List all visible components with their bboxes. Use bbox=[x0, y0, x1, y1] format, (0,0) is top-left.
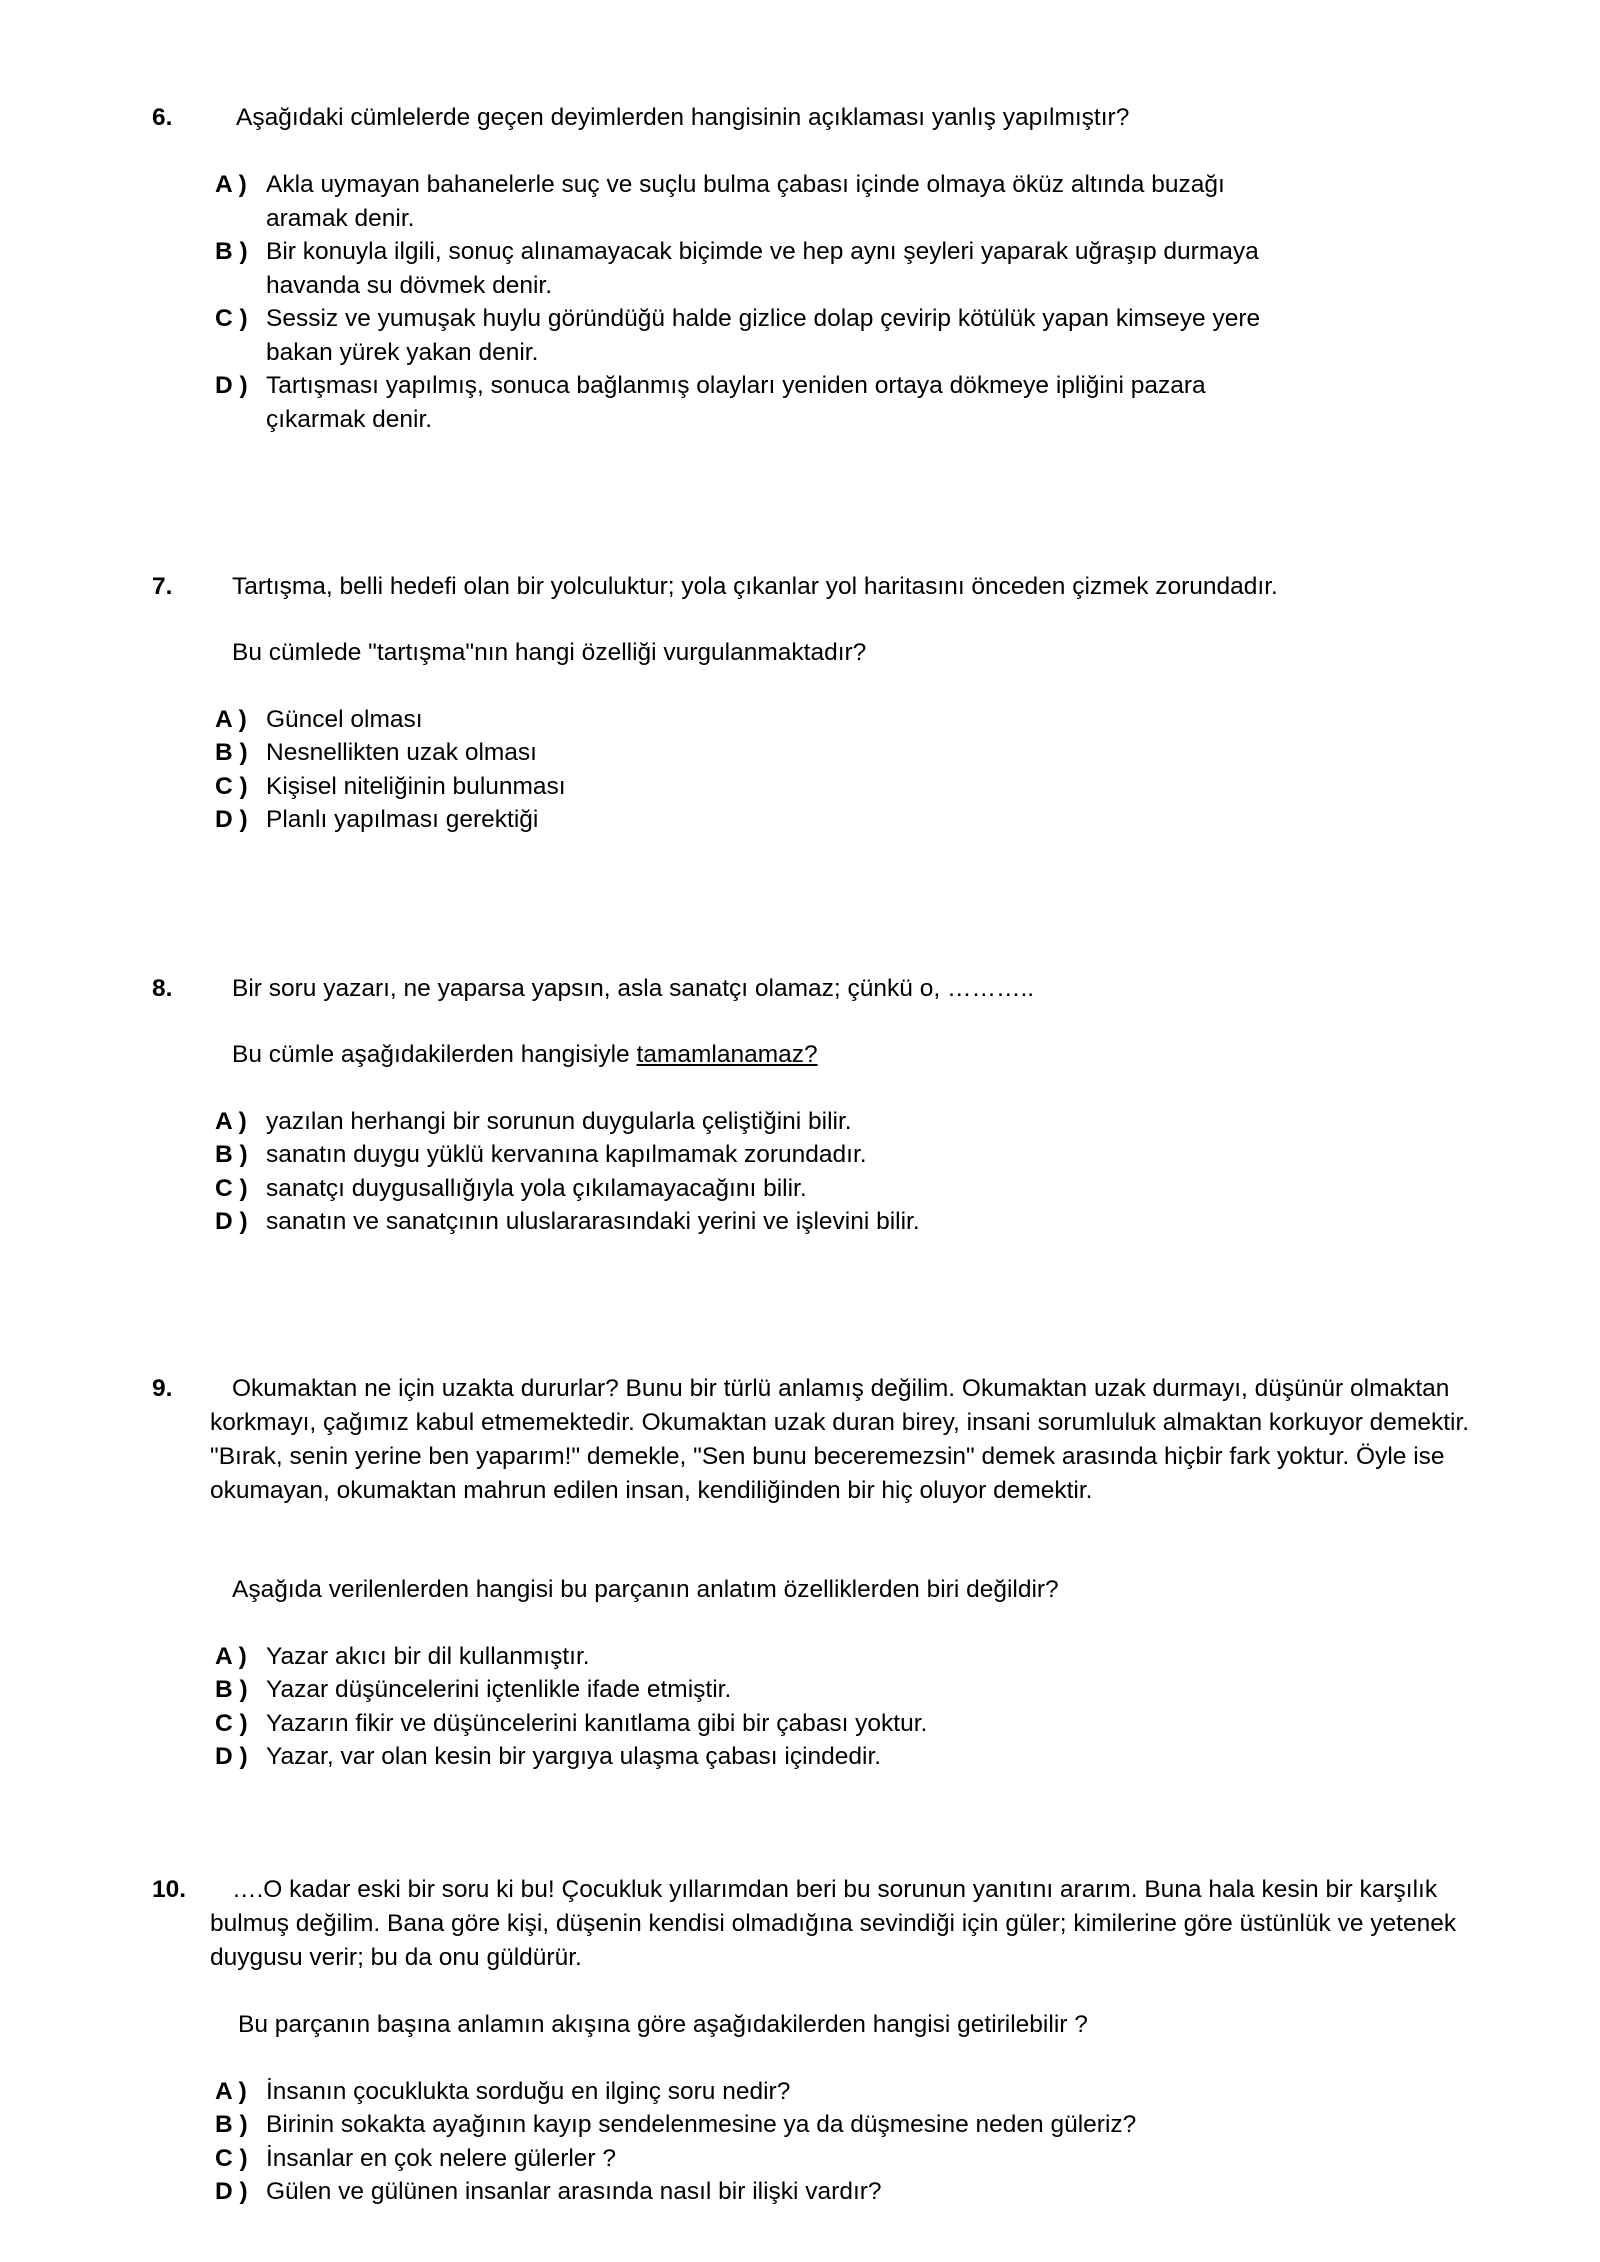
option-letter: D ) bbox=[215, 2178, 248, 2205]
option-letter: B ) bbox=[215, 238, 248, 265]
question-text: Tartışma, belli hedefi olan bir yolculuktur; yola çıkanlar yol haritasını önceden çizmek zorundadır. bbox=[232, 573, 1278, 600]
option-letter: A ) bbox=[215, 171, 247, 198]
question-passage: Okumaktan ne için uzakta dururlar? Bunu bir türlü anlamış değilim. Okumaktan uzak durmayı, düşünür olmaktan korkmayı, çağımız kabul etmemektedir. Okumaktan uzak duran birey, insani sorumluluk almaktan korkuyor demektir. "Bırak, senin yerine ben yaparım!" demekle, "Sen bunu beceremezsin" demek arasında hiçbir fark yoktur. Öyle ise okumayan, okumaktan mahrun edilen insan, kendiliğinden bir hiç oluyor demektir. bbox=[210, 1375, 1470, 1504]
option-text: Sessiz ve yumuşak huylu göründüğü halde gizlice dolap çevirip kötülük yapan kimseye yere bakan yürek yakan denir. bbox=[266, 305, 1261, 366]
question-number: 7. bbox=[152, 573, 173, 600]
option-text: Birinin sokakta ayağının kayıp sendelenmesine ya da düşmesine neden güleriz? bbox=[266, 2111, 1137, 2138]
option-letter: A ) bbox=[215, 2078, 247, 2105]
option-letter: B ) bbox=[215, 739, 248, 766]
option-letter: D ) bbox=[215, 806, 248, 833]
option-text: Gülen ve gülünen insanlar arasında nasıl bir ilişki vardır? bbox=[266, 2178, 882, 2205]
question-prompt bbox=[232, 1038, 1482, 1072]
prompt-text: Bu cümle aşağıdakilerden hangisiyle bbox=[232, 1041, 637, 1068]
question-prompt: Aşağıda verilenlerden hangisi bu parçanın anlatım özelliklerden biri değildir? bbox=[232, 1576, 1059, 1603]
option-text: Güncel olması bbox=[266, 706, 423, 733]
option-text: yazılan herhangi bir sorunun duygularla çeliştiğini bilir. bbox=[266, 1108, 852, 1135]
option-letter: A ) bbox=[215, 1108, 247, 1135]
option-letter: C ) bbox=[215, 1175, 248, 1202]
option-letter: A ) bbox=[215, 1643, 247, 1670]
question-number: 8. bbox=[152, 975, 173, 1002]
option-text: Kişisel niteliğinin bulunması bbox=[266, 773, 566, 800]
question-text: Bir soru yazarı, ne yaparsa yapsın, asla sanatçı olamaz; çünkü o, ……….. bbox=[232, 975, 1035, 1002]
option-letter: C ) bbox=[215, 1710, 248, 1737]
option-text: Yazar düşüncelerini içtenlikle ifade etmiştir. bbox=[266, 1676, 732, 1703]
option-text: sanatın ve sanatçının uluslararasındaki yerini ve işlevini bilir. bbox=[266, 1208, 920, 1235]
option-text: Planlı yapılması gerektiği bbox=[266, 806, 539, 833]
option-text: Bir konuyla ilgili, sonuç alınamayacak biçimde ve hep aynı şeyleri yaparak uğraşıp durmaya havanda su dövmek denir. bbox=[266, 238, 1259, 299]
option-text: Akla uymayan bahanelerle suç ve suçlu bulma çabası içinde olmaya öküz altında buzağı aramak denir. bbox=[266, 171, 1225, 232]
option-letter: D ) bbox=[215, 1743, 248, 1770]
option-letter: C ) bbox=[215, 305, 248, 332]
option-letter: C ) bbox=[215, 2145, 248, 2172]
question-number: 6. bbox=[152, 104, 173, 131]
option-text: İnsanlar en çok nelere gülerler ? bbox=[266, 2145, 617, 2172]
question-prompt: Bu cümlede "tartışma"nın hangi özelliği vurgulanmaktadır? bbox=[232, 639, 867, 666]
option-text: sanatçı duygusallığıyla yola çıkılamayacağını bilir. bbox=[266, 1175, 807, 1202]
question-text: Aşağıdaki cümlelerde geçen deyimlerden hangisinin açıklaması yanlış yapılmıştır? bbox=[236, 104, 1130, 131]
option-text: sanatın duygu yüklü kervanına kapılmamak zorundadır. bbox=[266, 1141, 867, 1168]
option-text: Yazar, var olan kesin bir yargıya ulaşma çabası içindedir. bbox=[266, 1743, 882, 1770]
option-text: Yazarın fikir ve düşüncelerini kanıtlama gibi bir çabası yoktur. bbox=[266, 1710, 928, 1737]
question-number: 9. bbox=[152, 1375, 173, 1402]
question-number: 10. bbox=[152, 1876, 187, 1903]
option-text: Yazar akıcı bir dil kullanmıştır. bbox=[266, 1643, 590, 1670]
question-prompt: Bu parçanın başına anlamın akışına göre aşağıdakilerden hangisi getirilebilir ? bbox=[238, 2011, 1088, 2038]
option-letter: A ) bbox=[215, 706, 247, 733]
option-letter: B ) bbox=[215, 1141, 248, 1168]
option-text: Nesnellikten uzak olması bbox=[266, 739, 537, 766]
option-letter: D ) bbox=[215, 372, 248, 399]
option-text: İnsanın çocuklukta sorduğu en ilginç soru nedir? bbox=[266, 2078, 791, 2105]
option-letter: B ) bbox=[215, 2111, 248, 2138]
question-passage: ….O kadar eski bir soru ki bu! Çocukluk yıllarımdan beri bu sorunun yanıtını ararım. Buna hala kesin bir karşılık bulmuş değilim. Bana göre kişi, düşenin kendisi olmadığına sevindiği için güler; kimilerine göre üstünlük ve yetenek duygusu verir; bu da onu güldürür. bbox=[210, 1876, 1457, 1971]
option-letter: D ) bbox=[215, 1208, 248, 1235]
prompt-emphasis: tamamlanamaz? bbox=[636, 1041, 818, 1068]
option-letter: B ) bbox=[215, 1676, 248, 1703]
option-text: Tartışması yapılmış, sonuca bağlanmış olayları yeniden ortaya dökmeye ipliğini pazara çıkarmak denir. bbox=[266, 372, 1206, 433]
option-letter: C ) bbox=[215, 773, 248, 800]
